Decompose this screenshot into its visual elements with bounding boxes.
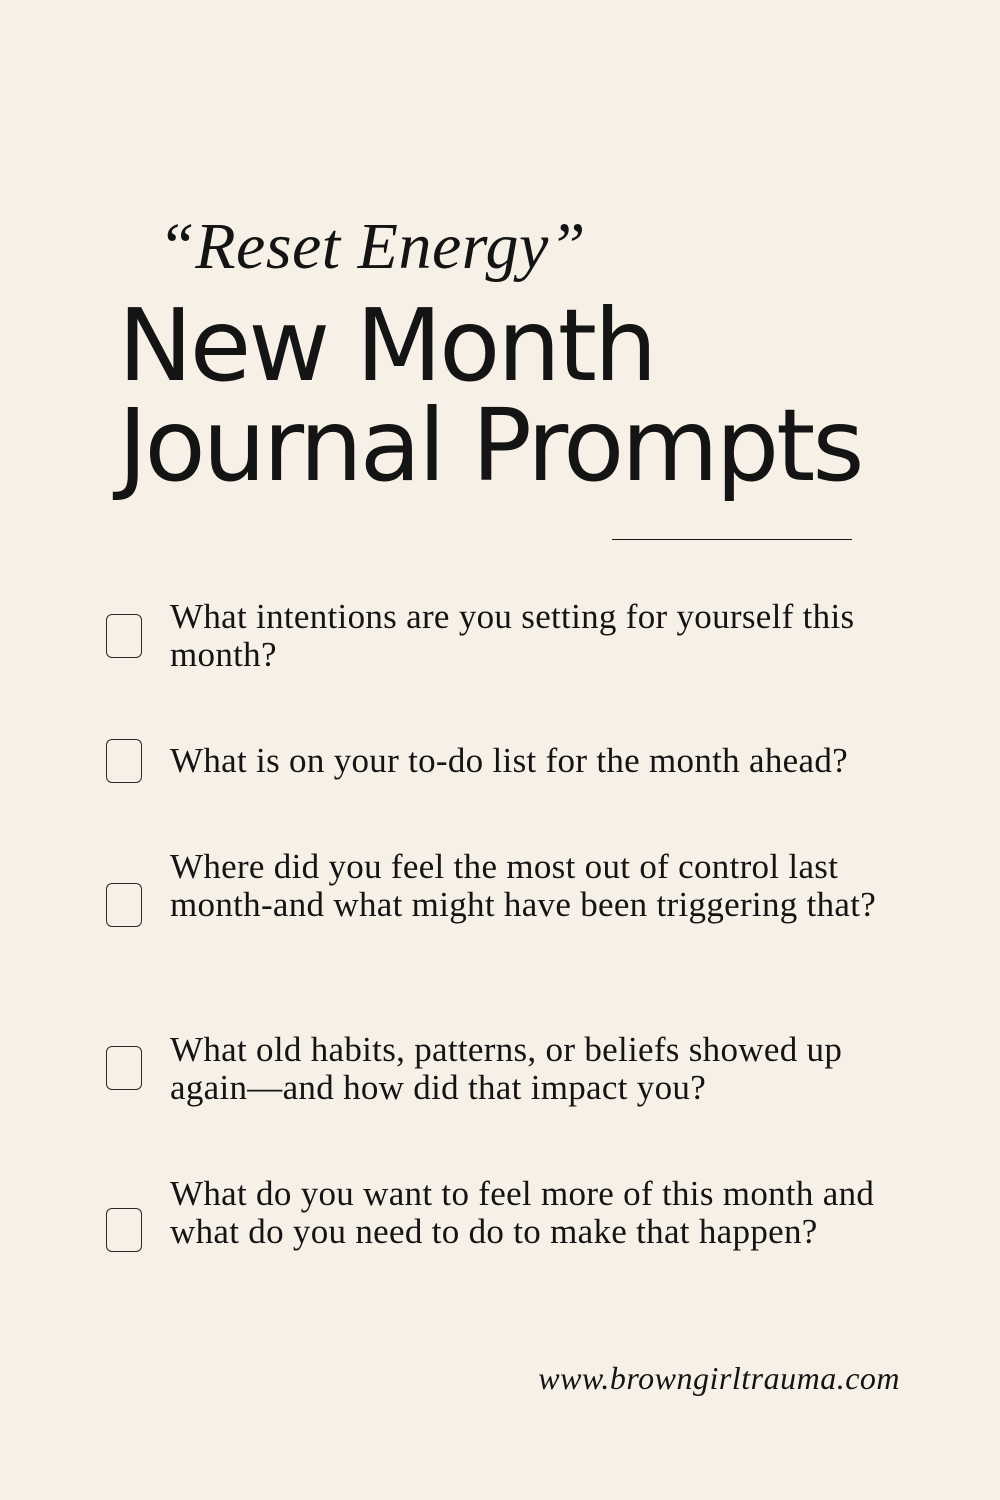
title-divider (612, 539, 852, 540)
prompt-checkbox[interactable] (106, 1046, 142, 1090)
website-url: www.browngirltrauma.com (538, 1360, 900, 1396)
prompt-checkbox[interactable] (106, 739, 142, 783)
prompt-checkbox[interactable] (106, 614, 142, 658)
page-title (118, 287, 862, 504)
prompt-text: What old habits, patterns, or beliefs showed up again—and how did that impact you? (170, 1030, 843, 1107)
prompt-checkbox[interactable] (106, 883, 142, 927)
title-line-1: New Month (118, 287, 655, 404)
prompt-text: What intentions are you setting for yourself this month? (170, 597, 855, 674)
prompt-text: What is on your to-do list for the month ahead? (170, 741, 848, 780)
prompt-checkbox[interactable] (106, 1208, 142, 1252)
prompt-text: Where did you feel the most out of control last month-and what might have been triggering that? (170, 847, 877, 924)
title-line-2: Journal Prompts (118, 387, 862, 504)
prompt-text: What do you want to feel more of this month and what do you need to do to make that happen? (170, 1174, 875, 1251)
page-subtitle: “Reset Energy” (158, 210, 586, 283)
